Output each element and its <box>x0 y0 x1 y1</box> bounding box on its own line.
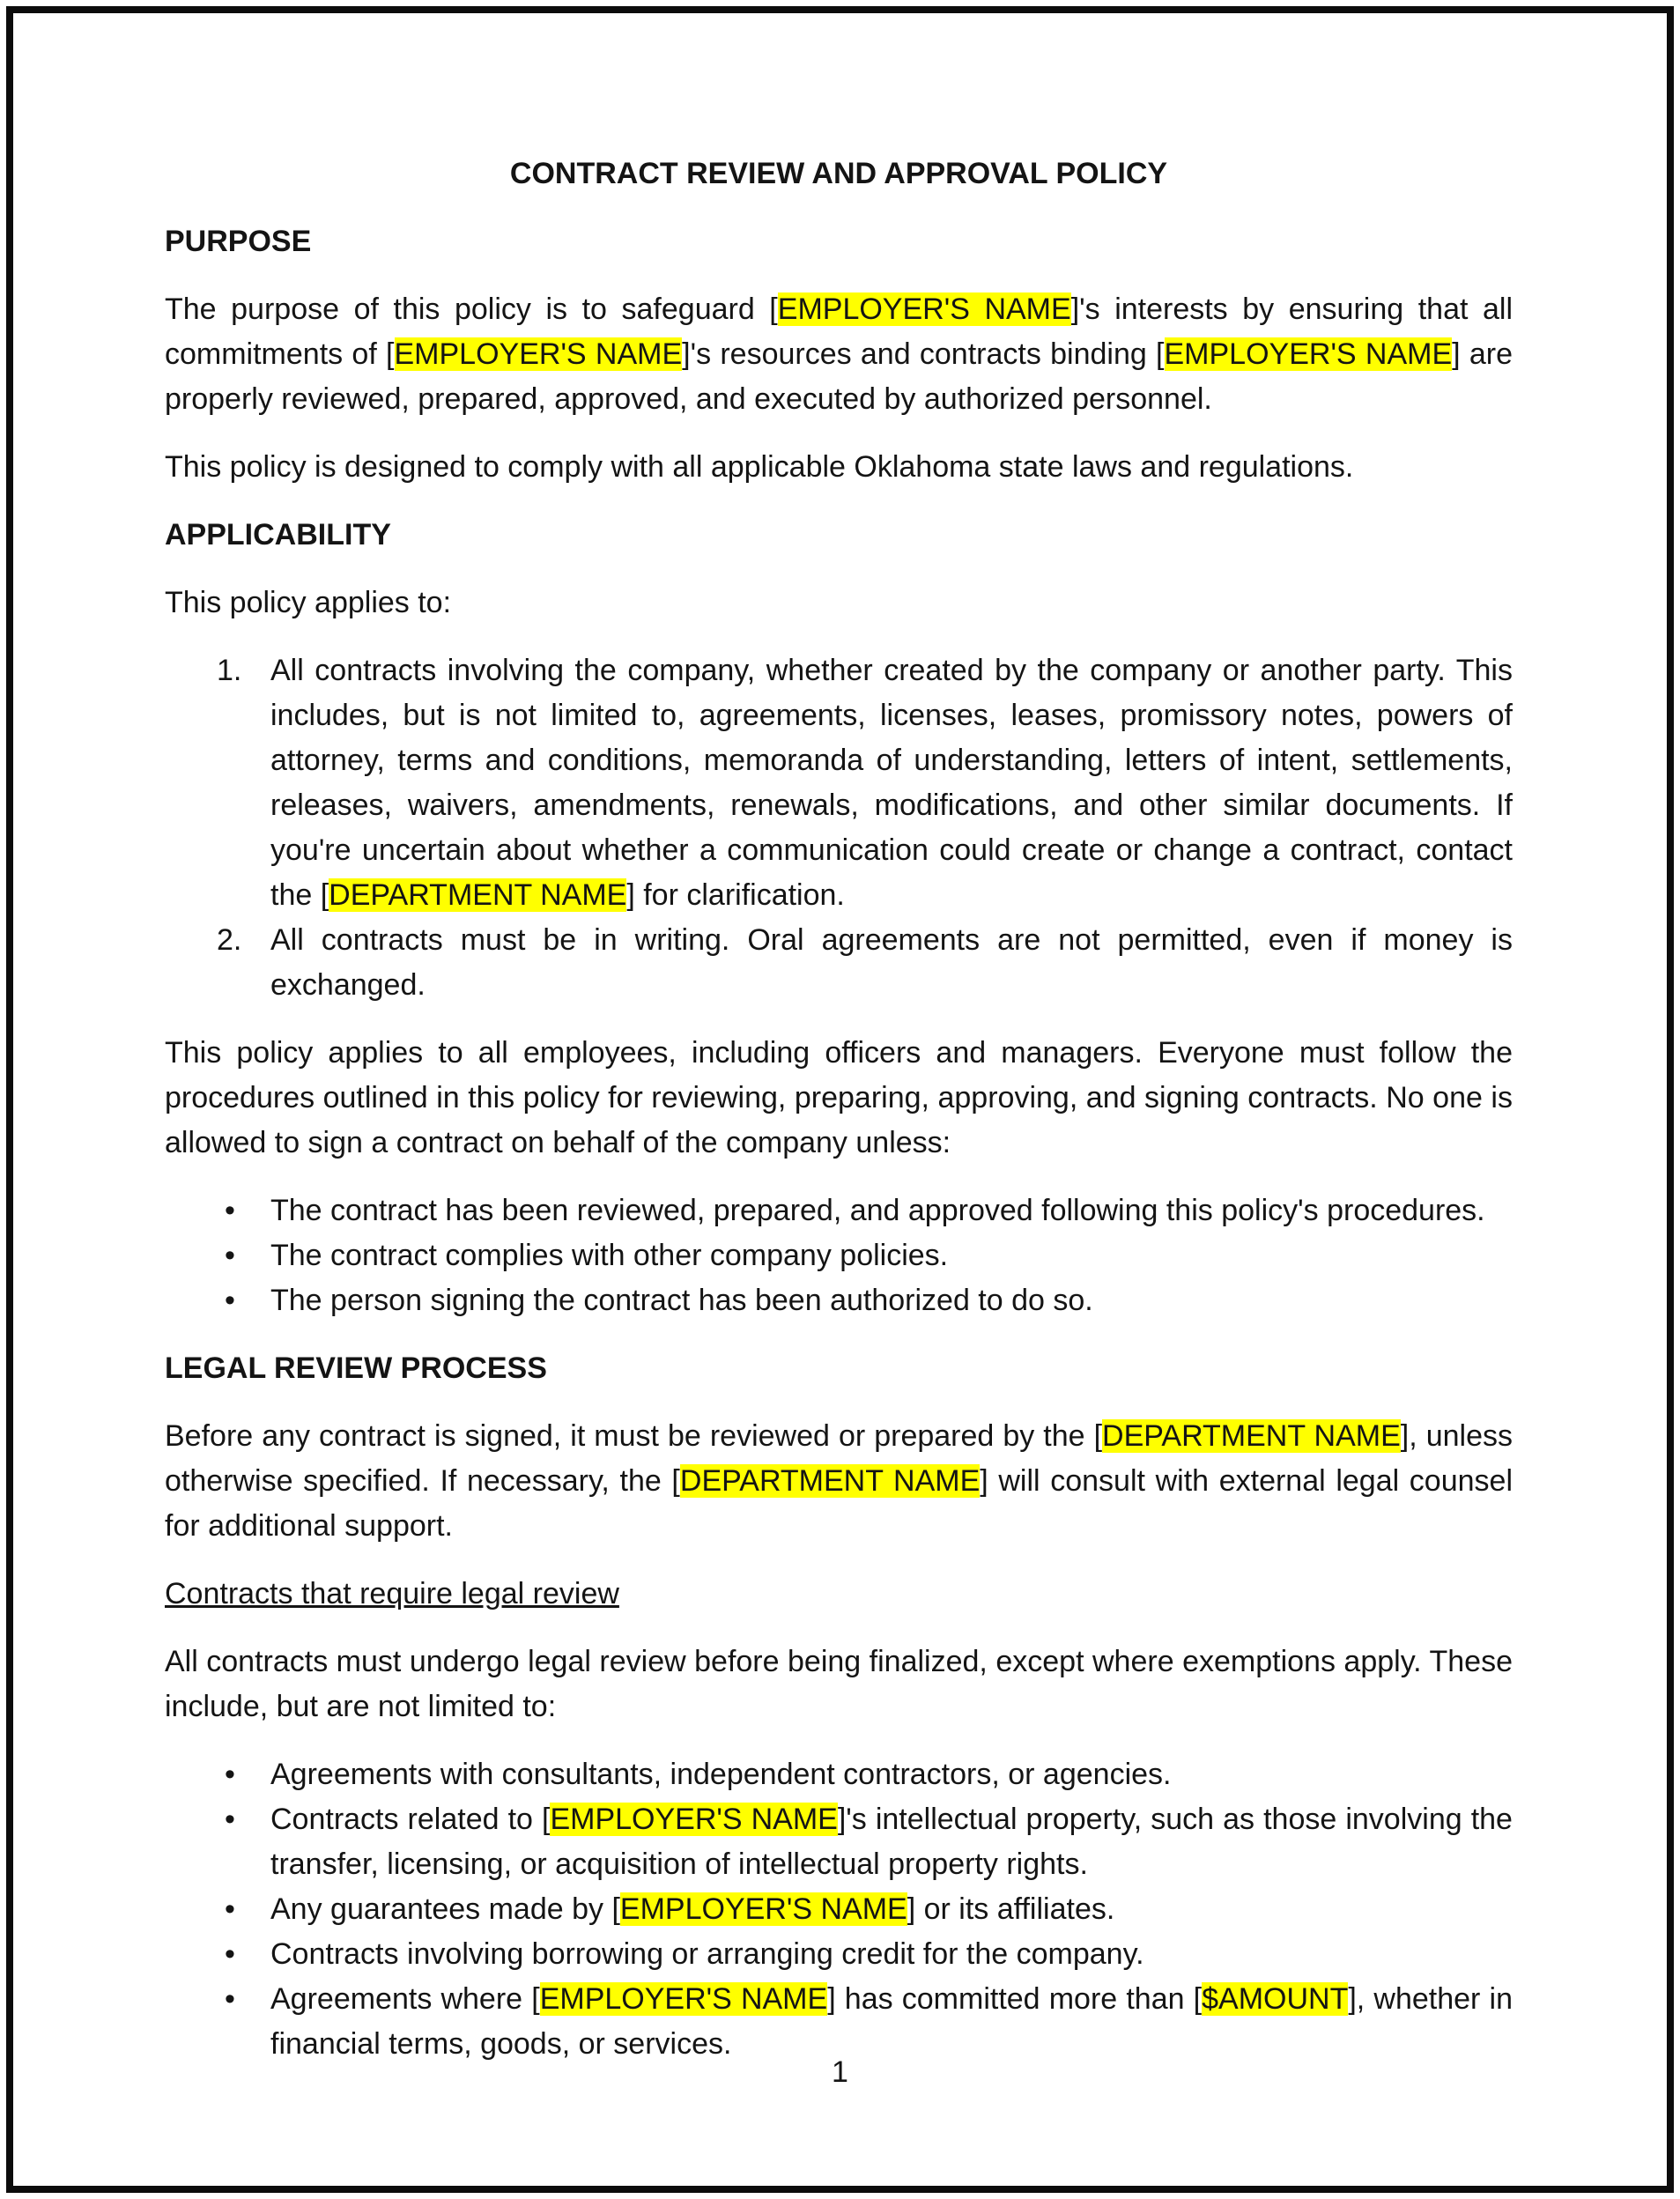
bulleted-list <box>270 1752 1513 2067</box>
text-run: ], whether in financial terms, goods, or services. <box>270 1982 1513 2061</box>
placeholder-highlight: EMPLOYER'S NAME <box>619 1892 907 1926</box>
text-run: ]'s intellectual property, such as those involving the transfer, licensing, or acquisition of intellectual property rights. <box>270 1803 1513 1881</box>
text-run: Any guarantees made by [ <box>270 1892 620 1926</box>
list-item <box>270 648 1513 918</box>
para <box>165 581 1513 626</box>
text-run: Contracts involving borrowing or arranging credit for the company. <box>270 1937 1144 1971</box>
bulleted-list <box>270 1188 1513 1323</box>
para <box>165 1640 1513 1729</box>
placeholder-highlight: EMPLOYER'S NAME <box>539 1982 828 2016</box>
text-run: Before any contract is signed, it must be reviewed or prepared by the [ <box>165 1419 1103 1453</box>
list-item <box>270 1752 1513 1797</box>
para <box>165 1031 1513 1166</box>
text-run: ] or its affiliates. <box>907 1892 1115 1926</box>
text-run: ] will consult with external legal counsel for additional support. <box>165 1464 1513 1543</box>
text-run: ]'s interests by ensuring that all commitments of [ <box>165 292 1513 371</box>
heading <box>165 219 1513 264</box>
list-item <box>270 918 1513 1008</box>
numbered-list <box>270 648 1513 1008</box>
text-run: Contracts related to [ <box>270 1803 551 1836</box>
text-run: ] are properly reviewed, prepared, approved, and executed by authorized personnel. <box>165 337 1513 416</box>
document-content <box>165 152 1513 2090</box>
text-run: All contracts must undergo legal review before being finalized, except where exemptions apply. These include, but are not limited to: <box>165 1645 1513 1723</box>
page-number: 1 <box>832 2055 848 2089</box>
para <box>165 287 1513 422</box>
placeholder-highlight: EMPLOYER'S NAME <box>777 292 1071 326</box>
placeholder-highlight: EMPLOYER'S NAME <box>550 1803 838 1836</box>
subheading <box>165 1572 1513 1617</box>
list-item <box>270 1887 1513 1932</box>
list-item <box>270 1278 1513 1323</box>
text-run: All contracts involving the company, whether created by the company or another party. This includes, but is not limited to, agreements, licenses, leases, promissory notes, powers of attorney, terms and conditions, memoranda of understanding, letters of intent, settlements, releases, waivers, amendments, renewals, modifications, and other similar documents. If you're uncertain about whether a communication could create or change a contract, contact the [ <box>270 654 1513 912</box>
text-run: PURPOSE <box>165 225 312 258</box>
text-run: The person signing the contract has been authorized to do so. <box>270 1284 1093 1317</box>
list-item <box>270 1797 1513 1887</box>
placeholder-highlight: EMPLOYER'S NAME <box>394 337 683 371</box>
list-item <box>270 1188 1513 1233</box>
text-run: The contract complies with other company policies. <box>270 1239 949 1272</box>
placeholder-highlight: DEPARTMENT NAME <box>329 878 627 912</box>
text-run: APPLICABILITY <box>165 518 391 552</box>
text-run: The purpose of this policy is to safeguard [ <box>165 292 778 326</box>
text-run: ]'s resources and contracts binding [ <box>682 337 1165 371</box>
text-run: This policy is designed to comply with all applicable Oklahoma state laws and regulations. <box>165 450 1354 484</box>
text-run: This policy applies to: <box>165 586 452 619</box>
text-run: ] has committed more than [ <box>827 1982 1203 2016</box>
document-title: CONTRACT REVIEW AND APPROVAL POLICY <box>509 157 1168 190</box>
para <box>165 445 1513 490</box>
placeholder-highlight: $AMOUNT <box>1202 1982 1349 2016</box>
text-run: Contracts that require legal review <box>165 1577 619 1610</box>
text-run: ], unless otherwise specified. If necessary, the [ <box>165 1419 1513 1498</box>
text-run: The contract has been reviewed, prepared, and approved following this policy's procedures. <box>270 1194 1485 1227</box>
placeholder-highlight: EMPLOYER'S NAME <box>1164 337 1453 371</box>
placeholder-highlight: DEPARTMENT NAME <box>1102 1419 1401 1453</box>
heading <box>165 513 1513 558</box>
text-run: All contracts must be in writing. Oral agreements are not permitted, even if money is exchanged. <box>270 923 1513 1002</box>
text-run: Agreements where [ <box>270 1982 540 2016</box>
list-item <box>270 1233 1513 1278</box>
heading <box>165 1346 1513 1391</box>
placeholder-highlight: DEPARTMENT NAME <box>679 1464 981 1498</box>
text-run: LEGAL REVIEW PROCESS <box>165 1351 547 1385</box>
document-blocks <box>165 219 1513 2067</box>
list-item <box>270 1932 1513 1977</box>
text-run: ] for clarification. <box>626 878 845 912</box>
text-run: Agreements with consultants, independent contractors, or agencies. <box>270 1758 1172 1791</box>
text-run: This policy applies to all employees, including officers and managers. Everyone must follow the procedures outlined in this policy for reviewing, preparing, approving, and signing contracts. No one is allowed to sign a contract on behalf of the company unless: <box>165 1036 1513 1159</box>
para <box>165 1414 1513 1549</box>
